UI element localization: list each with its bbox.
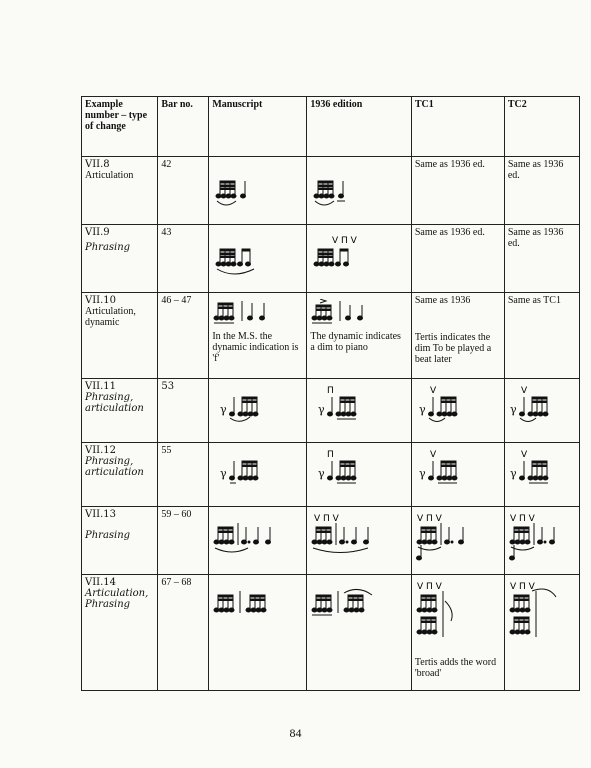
edition-caption: The dynamic indicates a dim to piano (310, 331, 401, 353)
tc1-cell (411, 379, 504, 443)
change-type: Articulation (85, 170, 134, 181)
tc1-note: Tertis indicates the dim To be played a beat later (414, 332, 492, 365)
tc2-cell: Same as 1936 ed. (504, 157, 579, 225)
edition-cell (307, 293, 411, 379)
table-row (82, 157, 580, 225)
example-cell (82, 157, 158, 225)
music-notation-figure (212, 449, 282, 489)
edition-cell (307, 575, 411, 691)
example-id: VII.10 (85, 295, 117, 306)
down-bow-mark: П (327, 450, 335, 460)
music-notation-figure (212, 581, 284, 621)
edition-cell (307, 157, 411, 225)
example-id: VII.9 (85, 227, 110, 238)
change-type: Phrasing, articulation (85, 456, 144, 478)
edition-cell (307, 379, 411, 443)
example-cell (82, 443, 158, 507)
up-bow-mark: V (520, 450, 527, 460)
music-notation-figure (310, 163, 380, 213)
manuscript-cell (209, 157, 307, 225)
up-bow-mark: V (429, 386, 437, 396)
table-row (82, 293, 580, 379)
bar-cell: 67 – 68 (158, 575, 209, 691)
change-type: Phrasing (85, 530, 131, 541)
table-row (82, 225, 580, 293)
svg-text:γ: γ (318, 403, 325, 416)
tc1-note: Tertis adds the word 'broad' (414, 657, 497, 679)
example-cell (82, 379, 158, 443)
music-notation-figure (415, 449, 480, 489)
music-notation-figure (212, 163, 282, 213)
music-notation-figure (310, 581, 388, 621)
header-tc1: TC1 (411, 97, 504, 157)
manuscript-caption: In the M.S. the dynamic indication is 'f' (212, 331, 299, 364)
bar-cell: 53 (158, 379, 209, 443)
tc1-cell: Same as 1936 ed. (411, 157, 504, 225)
change-type: Articulation, Phrasing (85, 588, 149, 610)
edition-cell (307, 225, 411, 293)
manuscript-cell (209, 293, 307, 379)
tc1-cell (411, 575, 504, 691)
example-cell (82, 507, 158, 575)
tc2-cell (504, 379, 579, 443)
bowing-marks: V П V (509, 582, 535, 592)
example-cell (82, 225, 158, 293)
music-notation-figure (310, 299, 382, 327)
music-notation-figure (508, 449, 563, 489)
change-type: Phrasing, articulation (85, 392, 144, 414)
svg-text:γ: γ (418, 403, 426, 416)
table-row (82, 507, 580, 575)
music-notation-figure (212, 299, 284, 327)
example-id: VII.8 (85, 159, 110, 170)
bar-cell: 59 – 60 (158, 507, 209, 575)
music-notation-figure (212, 513, 284, 557)
manuscript-cell (209, 575, 307, 691)
svg-text:γ: γ (418, 467, 426, 480)
comparison-table (81, 96, 580, 691)
header-example: Example number – type of change (82, 97, 158, 157)
bar-cell: 55 (158, 443, 209, 507)
tc1-cell: Same as 1936 ed. (411, 225, 504, 293)
bowing-marks: V П V (416, 514, 442, 524)
example-cell (82, 575, 158, 691)
bowing-marks: V П V (416, 582, 442, 592)
manuscript-cell (209, 379, 307, 443)
tc2-cell (504, 575, 579, 691)
header-bar: Bar no. (158, 97, 209, 157)
tc2-cell (504, 443, 579, 507)
table-row (82, 575, 580, 691)
table-row (82, 443, 580, 507)
bowing-marks: V П V (332, 236, 358, 246)
example-cell (82, 293, 158, 379)
manuscript-cell (209, 507, 307, 575)
svg-text:γ: γ (509, 467, 517, 480)
tc2-cell: Same as 1936 ed. (504, 225, 579, 293)
manuscript-cell (209, 225, 307, 293)
bar-cell: 42 (158, 157, 209, 225)
music-notation-figure (212, 385, 282, 425)
music-notation-figure (508, 385, 563, 425)
svg-text:γ: γ (318, 467, 325, 480)
music-notation-figure (310, 449, 380, 489)
header-manuscript: Manuscript (209, 97, 307, 157)
tc1-text: Same as 1936 (414, 295, 471, 306)
music-notation-figure (508, 513, 564, 563)
example-id: VII.13 (85, 509, 117, 520)
music-notation-figure (310, 231, 380, 281)
music-notation-figure (415, 385, 480, 425)
tc2-cell (504, 507, 579, 575)
edition-cell (307, 443, 411, 507)
header-edition: 1936 edition (307, 97, 411, 157)
music-notation-figure (508, 581, 564, 643)
bowing-marks: V П V (509, 514, 535, 524)
change-type: Articulation, dynamic (85, 306, 136, 328)
page-number: 84 (289, 726, 302, 740)
example-id: VII.11 (85, 381, 117, 392)
bowing-marks: V П V (314, 514, 340, 524)
bar-cell: 46 – 47 (158, 293, 209, 379)
example-id: VII.14 (85, 577, 117, 588)
change-type: Phrasing (85, 242, 131, 253)
header-row (82, 97, 580, 157)
down-bow-mark: П (327, 386, 335, 396)
edition-cell (307, 507, 411, 575)
music-notation-figure (415, 581, 483, 643)
music-notation-figure (310, 513, 388, 557)
svg-text:γ: γ (220, 403, 227, 416)
music-notation-figure (212, 231, 282, 281)
up-bow-mark: V (429, 450, 437, 460)
tc1-cell (411, 443, 504, 507)
example-id: VII.12 (85, 445, 117, 456)
header-tc2: TC2 (504, 97, 579, 157)
table-row (82, 379, 580, 443)
music-notation-figure (415, 513, 483, 563)
bar-cell: 43 (158, 225, 209, 293)
manuscript-cell (209, 443, 307, 507)
tc2-cell: Same as TC1 (504, 293, 579, 379)
tc1-cell (411, 293, 504, 379)
tc1-cell (411, 507, 504, 575)
music-notation-figure (310, 385, 380, 425)
up-bow-mark: V (520, 386, 527, 396)
svg-text:γ: γ (509, 403, 517, 416)
svg-text:γ: γ (220, 467, 227, 480)
